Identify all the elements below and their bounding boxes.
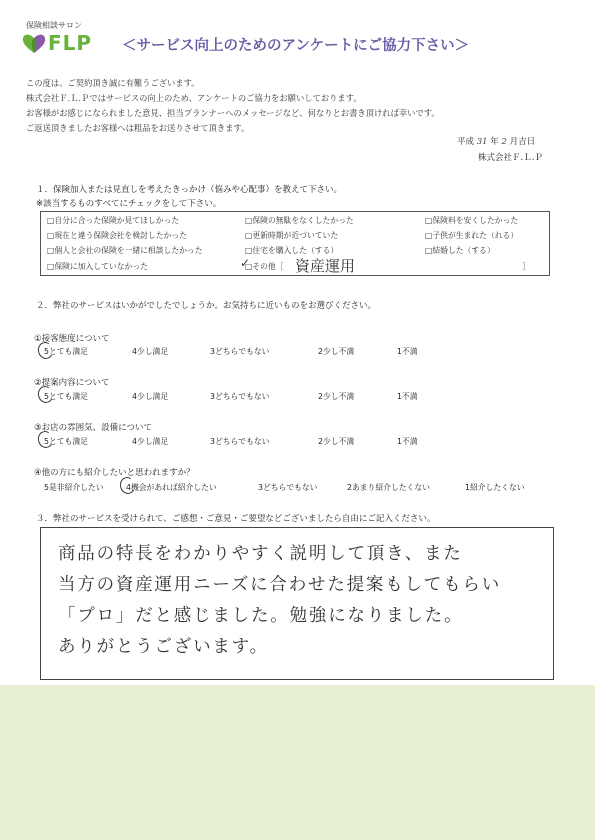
referral-option[interactable]: 4機会があれば紹介したい	[126, 483, 217, 492]
option-checkbox[interactable]: □結婚した（する）	[425, 246, 495, 255]
rating-option[interactable]: 3どちらでもない	[210, 392, 270, 401]
option-checkbox[interactable]: □現在と違う保険会社を検討したかった	[47, 231, 187, 240]
option-other-checkbox[interactable]: □その他［	[245, 262, 284, 271]
check-mark-icon: ✓	[240, 256, 251, 270]
intro-line: ご返送頂きましたお客様へは粗品をお送りさせて頂きます。	[26, 123, 250, 133]
rating-option[interactable]: 5とても満足	[44, 347, 88, 356]
date-year-handwritten: 31	[476, 137, 488, 147]
date-prefix: 平成	[457, 137, 475, 147]
option-checkbox[interactable]: □個人と会社の保険を一緒に相談したかった	[47, 246, 203, 255]
heart-leaf-icon	[22, 32, 46, 54]
referral-option[interactable]: 3どちらでもない	[258, 483, 318, 492]
comment-line: 「プロ」だと感じました。勉強になりました。	[58, 606, 464, 626]
rating-option[interactable]: 5とても満足	[44, 437, 88, 446]
date-year-suffix: 年	[490, 137, 499, 147]
option-checkbox[interactable]: □更新時期が近づいていた	[245, 231, 339, 240]
option-checkbox[interactable]: □子供が生まれた（れる）	[425, 231, 519, 240]
intro-line: お客様がお感じになられました意見、担当プランナーへのメッセージなど、何なりとお書き頂ければ幸いです。	[26, 108, 440, 118]
option-checkbox[interactable]: □保険料を安くしたかった	[425, 216, 519, 225]
rating-option[interactable]: 5とても満足	[44, 392, 88, 401]
bracket-close: ］	[522, 262, 530, 271]
question-1-note: ※該当するものすべてにチェックをして下さい。	[36, 199, 222, 209]
rating-item-label: ①接客態度について	[34, 334, 110, 344]
rating-option[interactable]: 3どちらでもない	[210, 437, 270, 446]
comment-line: 当方の資産運用ニーズに合わせた提案もしてもらい	[58, 575, 502, 595]
referral-option[interactable]: 1紹介したくない	[465, 483, 525, 492]
survey-title: ＜サービス向上のためのアンケートにご協力下さい＞	[122, 38, 470, 54]
rating-option[interactable]: 1不満	[397, 347, 418, 356]
option-checkbox[interactable]: □保険の無駄をなくしたかった	[245, 216, 354, 225]
option-checkbox[interactable]: □自分に合った保険か見てほしかった	[47, 216, 180, 225]
rating-option[interactable]: 1不満	[397, 437, 418, 446]
question-3-text: ３．弊社のサービスを受けられて、ご感想・ご意見・ご要望などございましたら自由にご記入ください。	[36, 514, 436, 524]
rating-option[interactable]: 4少し満足	[132, 437, 169, 446]
date-month-suffix: 月吉日	[509, 137, 536, 147]
rating-option[interactable]: 2少し不満	[318, 437, 355, 446]
question-2-text: ２．弊社のサービスはいかがでしたでしょうか。お気持ちに近いものをお選びください。	[36, 301, 377, 311]
date-month-handwritten: 2	[501, 137, 507, 147]
logo-text: FLP	[48, 31, 93, 55]
rating-option[interactable]: 4少し満足	[132, 392, 169, 401]
rating-option[interactable]: 2少し不満	[318, 347, 355, 356]
other-handwritten-text: 資産運用	[295, 257, 356, 275]
option-checkbox[interactable]: □保険に加入していなかった	[47, 262, 148, 271]
date-line	[457, 135, 535, 147]
comment-line: ありがとうございます。	[58, 637, 269, 657]
rating-item-label: ③お店の雰囲気、設備について	[34, 423, 152, 433]
rating-option[interactable]: 2少し不満	[318, 392, 355, 401]
intro-line: この度は、ご契約頂き誠に有難うございます。	[26, 78, 200, 88]
question-1	[36, 183, 342, 211]
option-checkbox[interactable]: □住宅を購入した（する）	[245, 246, 339, 255]
referral-option[interactable]: 2あまり紹介したくない	[347, 483, 430, 492]
rating-option[interactable]: 1不満	[397, 392, 418, 401]
intro-line: 株式会社Ｆ.Ｌ.Ｐではサービスの向上のため、アンケートのご協力をお願いしております。	[26, 93, 362, 103]
referral-question-label: ④他の方にも紹介したいと思われますか？	[34, 468, 195, 478]
logo-subtitle: 保険相談サロン	[26, 21, 82, 30]
rating-option[interactable]: 3どちらでもない	[210, 347, 270, 356]
comment-line: 商品の特長をわかりやすく説明して頂き、また	[58, 544, 463, 564]
rating-option[interactable]: 4少し満足	[132, 347, 169, 356]
rating-item-label: ②提案内容について	[34, 378, 110, 388]
intro-text	[26, 76, 440, 136]
company-name: 株式会社Ｆ.Ｌ.Ｐ	[478, 153, 543, 163]
referral-option[interactable]: 5是非紹介したい	[44, 483, 104, 492]
question-1-text: １．保険加入または見直しを考えたきっかけ（悩みや心配事）を教えて下さい。	[36, 185, 343, 195]
